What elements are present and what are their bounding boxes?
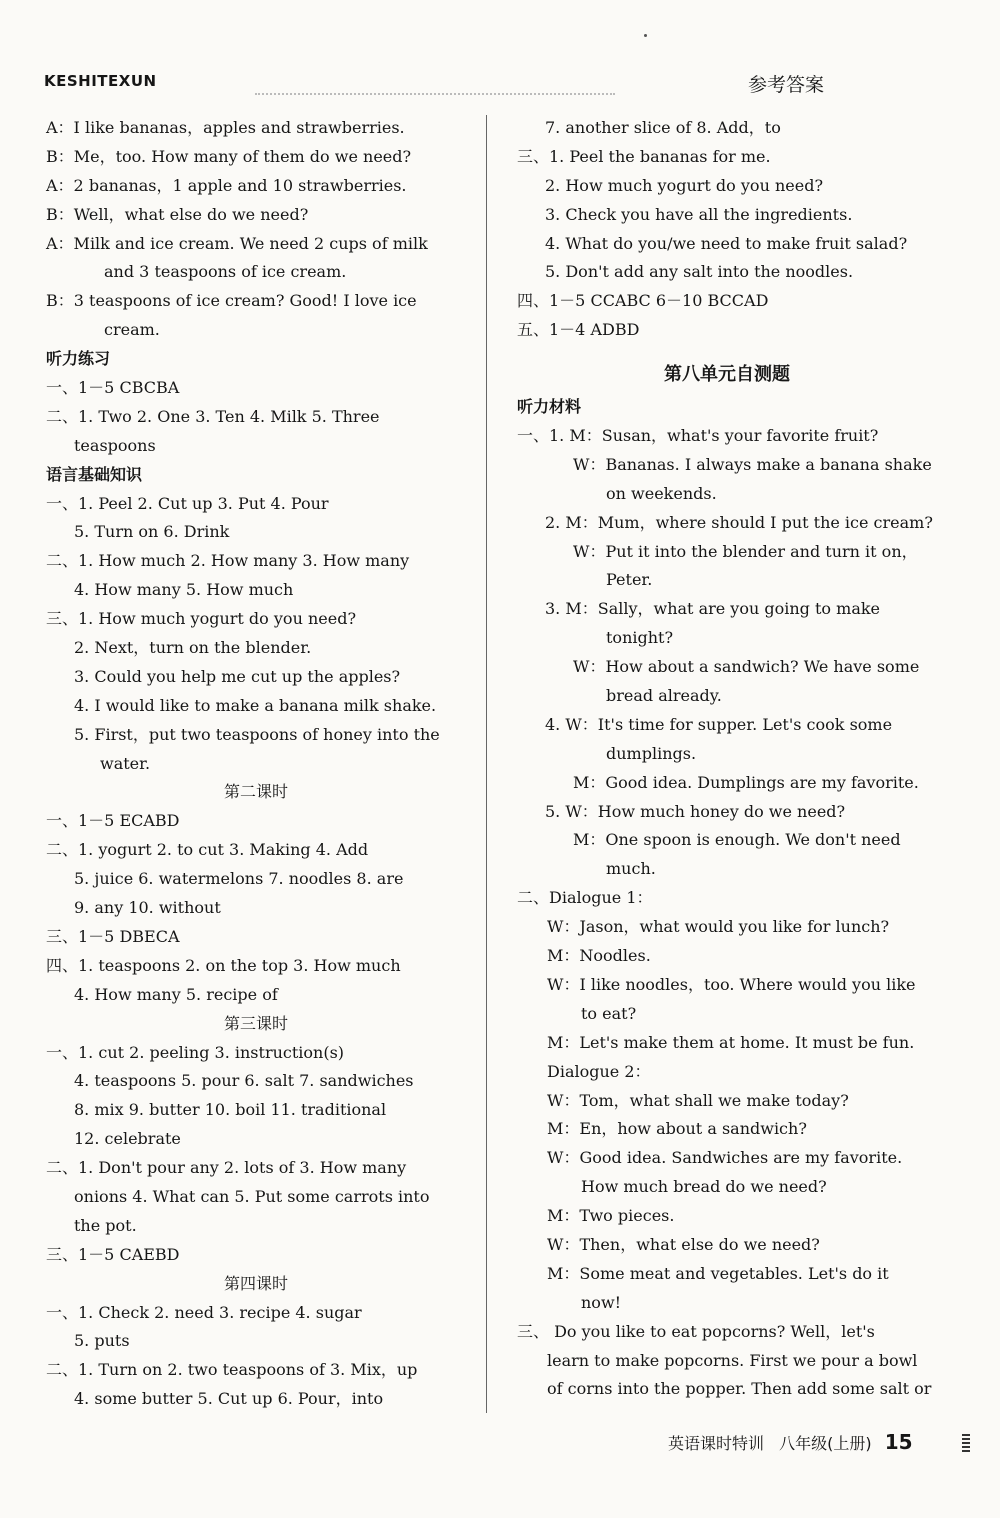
answer-line: 4. How many 5. recipe of (74, 984, 278, 1004)
answer-line: W：How about a sandwich? We have some (573, 657, 920, 677)
answer-line: 5. W：How much honey do we need? (545, 801, 846, 821)
print-speck (644, 34, 647, 37)
lesson-heading: 第二课时 (223, 782, 288, 802)
answer-line: M：En，how about a sandwich? (547, 1119, 807, 1139)
answer-line: M：Some meat and vegetables. Let's do it (547, 1263, 889, 1283)
column-divider (486, 115, 487, 1413)
answer-line: 二、Dialogue 1： (517, 888, 653, 908)
answer-line: of corns into the popper. Then add some salt or (547, 1379, 932, 1399)
answer-line: 二、1. How much 2. How many 3. How many (46, 551, 410, 571)
section-heading: 听力练习 (46, 349, 111, 369)
lesson-heading: 第三课时 (223, 1013, 288, 1033)
answer-line: 四、1. teaspoons 2. on the top 3. How much (46, 955, 401, 975)
header-dotted-rule (255, 93, 615, 95)
answer-line: 三、 Do you like to eat popcorns? Well，let's (517, 1321, 875, 1341)
footer-book-title: 英语课时特训 (668, 1434, 765, 1453)
answer-line: 3. Could you help me cut up the apples? (74, 666, 401, 686)
answer-line: 5. Turn on 6. Drink (74, 522, 230, 542)
page-footer (668, 1430, 913, 1454)
answer-line: teaspoons (74, 435, 156, 455)
answer-line: W：I like noodles，too. Where would you like (547, 974, 916, 994)
answer-line: 4. What do you/we need to make fruit salad? (545, 233, 908, 253)
answer-line: 一、1－5 CBCBA (46, 378, 180, 398)
answer-line: on weekends. (606, 483, 717, 503)
answer-line: 一、1. cut 2. peeling 3. instruction(s) (46, 1042, 345, 1062)
section-heading: 听力材料 (517, 397, 582, 417)
answer-line: 四、1－5 CCABC 6－10 BCCAD (517, 291, 769, 311)
answer-line: 7. another slice of 8. Add，to (545, 118, 781, 137)
answer-line: M：Good idea. Dumplings are my favorite. (573, 772, 919, 792)
answer-line: A：2 bananas，1 apple and 10 strawberries. (46, 175, 407, 195)
answer-line: W：Then，what else do we need? (547, 1234, 820, 1254)
answer-line: 一、1－5 ECABD (46, 811, 180, 831)
answer-line: 三、1. How much yogurt do you need? (46, 609, 357, 629)
answer-line: 4. How many 5. How much (74, 580, 294, 600)
answer-line: 2. M：Mum，where should I put the ice cream? (545, 512, 933, 532)
answer-line: 5. First，put two teaspoons of honey into the (74, 724, 440, 744)
answer-line: 5. Don't add any salt into the noodles. (545, 262, 854, 282)
answer-line: 2. How much yogurt do you need? (545, 175, 824, 195)
answer-line: 二、1. Two 2. One 3. Ten 4. Milk 5. Three (46, 406, 380, 426)
answer-line: 2. Next，turn on the blender. (74, 638, 312, 658)
answer-line: 一、1. M：Susan，what's your favorite fruit? (517, 426, 879, 446)
answer-line: onions 4. What can 5. Put some carrots into (74, 1186, 430, 1206)
answer-line: W：Bananas. I always make a banana shake (573, 454, 932, 474)
answer-line: M：Let's make them at home. It must be fun. (547, 1032, 915, 1052)
answer-line: 一、1. Peel 2. Cut up 3. Put 4. Pour (46, 493, 329, 513)
answer-line: B：3 teaspoons of ice cream? Good! I love ice (46, 291, 417, 311)
page-number: 15 (884, 1430, 913, 1454)
answer-line: 二、1. Don't pour any 2. lots of 3. How many (46, 1158, 407, 1178)
answer-line: 二、1. yogurt 2. to cut 3. Making 4. Add (46, 840, 369, 860)
right-column (517, 114, 937, 1404)
answer-line: 5. puts (74, 1331, 130, 1351)
answer-line: tonight? (606, 628, 674, 648)
answer-line: 二、1. Turn on 2. two teaspoons of 3. Mix，up (46, 1360, 418, 1380)
page-edge-mark (962, 1434, 970, 1454)
answer-line: M：One spoon is enough. We don't need (573, 830, 901, 850)
answer-line: water. (100, 753, 151, 773)
answer-line: M：Noodles. (547, 946, 651, 966)
answer-line: 4. I would like to make a banana milk shake. (74, 695, 437, 715)
answer-line: much. (606, 859, 656, 879)
header-section-title: 参考答案 (748, 74, 825, 96)
answer-line: W：Jason，what would you like for lunch? (547, 917, 890, 937)
header-series-name: KESHITEXUN (44, 72, 157, 90)
answer-line: and 3 teaspoons of ice cream. (104, 262, 347, 282)
answer-line: 三、1－5 CAEBD (46, 1244, 180, 1264)
footer-grade: 八年级(上册) (779, 1434, 872, 1453)
answer-line: M：Two pieces. (547, 1206, 675, 1226)
answer-line: 五、1－4 ADBD (517, 320, 640, 340)
answer-line: to eat? (581, 1003, 637, 1023)
answer-line: Peter. (606, 570, 653, 590)
answer-line: 4. some butter 5. Cut up 6. Pour，into (74, 1389, 384, 1409)
answer-line: 3. Check you have all the ingredients. (545, 204, 853, 224)
answer-line: 4. W：It's time for supper. Let's cook some (545, 714, 893, 734)
answer-line: dumplings. (606, 743, 697, 763)
answer-line: 三、1－5 DBECA (46, 926, 180, 946)
left-column (46, 114, 466, 1414)
answer-line: learn to make popcorns. First we pour a bowl (547, 1350, 918, 1370)
answer-line: cream. (104, 320, 160, 340)
lesson-heading: 第四课时 (223, 1273, 288, 1293)
answer-line: Dialogue 2： (547, 1061, 651, 1081)
answer-line: A：Milk and ice cream. We need 2 cups of milk (46, 233, 428, 253)
answer-line: the pot. (74, 1215, 137, 1235)
answer-line: 三、1. Peel the bananas for me. (517, 146, 771, 166)
answer-line: bread already. (606, 686, 722, 706)
answer-line: 12. celebrate (74, 1129, 181, 1149)
section-heading: 语言基础知识 (46, 464, 143, 484)
answer-line: How much bread do we need? (581, 1177, 827, 1197)
answer-line: W：Tom，what shall we make today? (547, 1090, 849, 1110)
answer-line: 5. juice 6. watermelons 7. noodles 8. are (74, 869, 404, 889)
answer-line: 一、1. Check 2. need 3. recipe 4. sugar (46, 1302, 362, 1322)
answer-line: W：Good idea. Sandwiches are my favorite. (547, 1148, 903, 1168)
answer-line: 3. M：Sally，what are you going to make (545, 599, 881, 619)
answer-line: 4. teaspoons 5. pour 6. salt 7. sandwiches (74, 1071, 414, 1091)
lesson-heading: 第八单元自测题 (664, 364, 790, 386)
answer-line: now! (581, 1292, 622, 1312)
answer-line: B：Me，too. How many of them do we need? (46, 146, 412, 166)
answer-line: W：Put it into the blender and turn it on， (573, 541, 918, 561)
answer-line: B：Well，what else do we need? (46, 204, 309, 224)
answer-line: 9. any 10. without (74, 898, 221, 918)
answer-line: A：I like bananas，apples and strawberries. (46, 118, 405, 137)
answer-line: 8. mix 9. butter 10. boil 11. traditional (74, 1100, 387, 1120)
